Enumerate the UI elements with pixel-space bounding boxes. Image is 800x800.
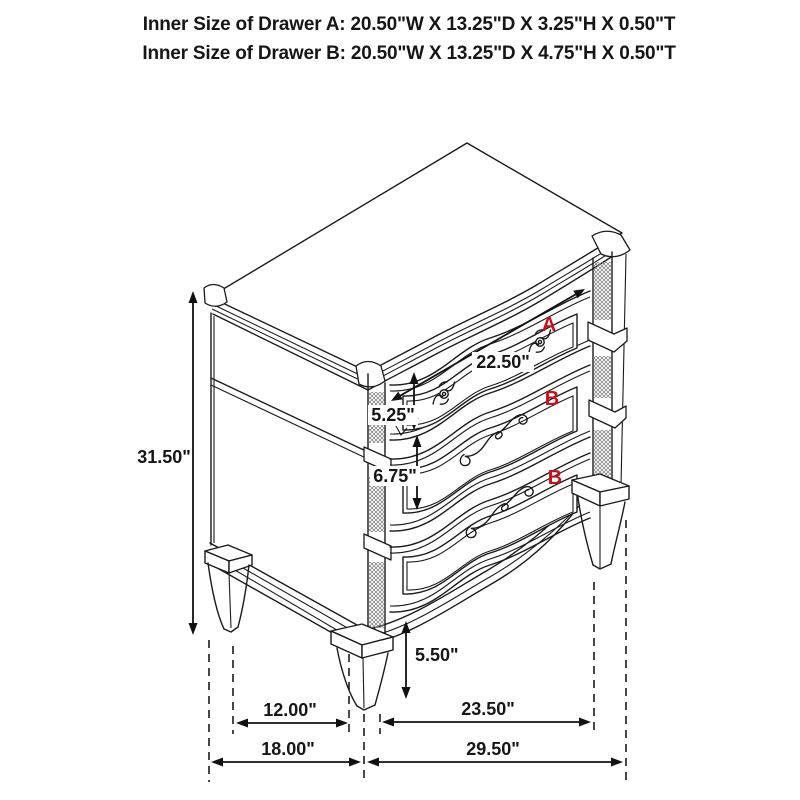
- dim-overall-height: [137, 291, 197, 635]
- dim-drawer-a-opening-label: 5.25": [371, 405, 415, 425]
- dim-leg-span-front: [382, 699, 591, 727]
- dim-overall-width-label: 29.50": [466, 739, 520, 759]
- dim-drawer-b-opening-label: 6.75": [373, 466, 417, 486]
- top-corner-cap-left: [204, 285, 227, 307]
- dim-overall-depth: [211, 739, 361, 767]
- dim-overall-depth-label: 18.00": [261, 739, 315, 759]
- dim-leg-height: [402, 621, 459, 699]
- drawer-b-middle-label: B: [544, 388, 560, 410]
- front-stile-right: [588, 252, 627, 487]
- top-corner-cap-right: [592, 231, 630, 256]
- leg-rear-left: [205, 545, 252, 632]
- dim-leg-height-label: 5.50": [415, 645, 459, 665]
- nightstand-drawing: [204, 143, 630, 710]
- dim-overall-height-label: 31.50": [137, 447, 191, 467]
- drawer-b-bottom-label: B: [547, 467, 563, 489]
- header-drawer-a-size: Inner Size of Drawer A: 20.50"W X 13.25"D X 3.25"H X 0.50"T: [142, 14, 676, 35]
- side-panel: [210, 313, 368, 646]
- leg-front-left: [331, 624, 393, 710]
- top-corner-cap-front: [356, 362, 385, 387]
- header: [142, 14, 676, 64]
- dim-overall-width: [367, 739, 623, 767]
- dim-drawer-width-label: 22.50": [476, 352, 530, 372]
- dim-leg-span-side: [236, 700, 348, 728]
- dim-leg-span-front-label: 23.50": [461, 699, 515, 719]
- dim-leg-span-side-label: 12.00": [263, 700, 317, 720]
- drawer-a-label: A: [541, 314, 557, 336]
- header-drawer-b-size: Inner Size of Drawer B: 20.50"W X 13.25"D X 4.75"H X 0.50"T: [142, 43, 676, 64]
